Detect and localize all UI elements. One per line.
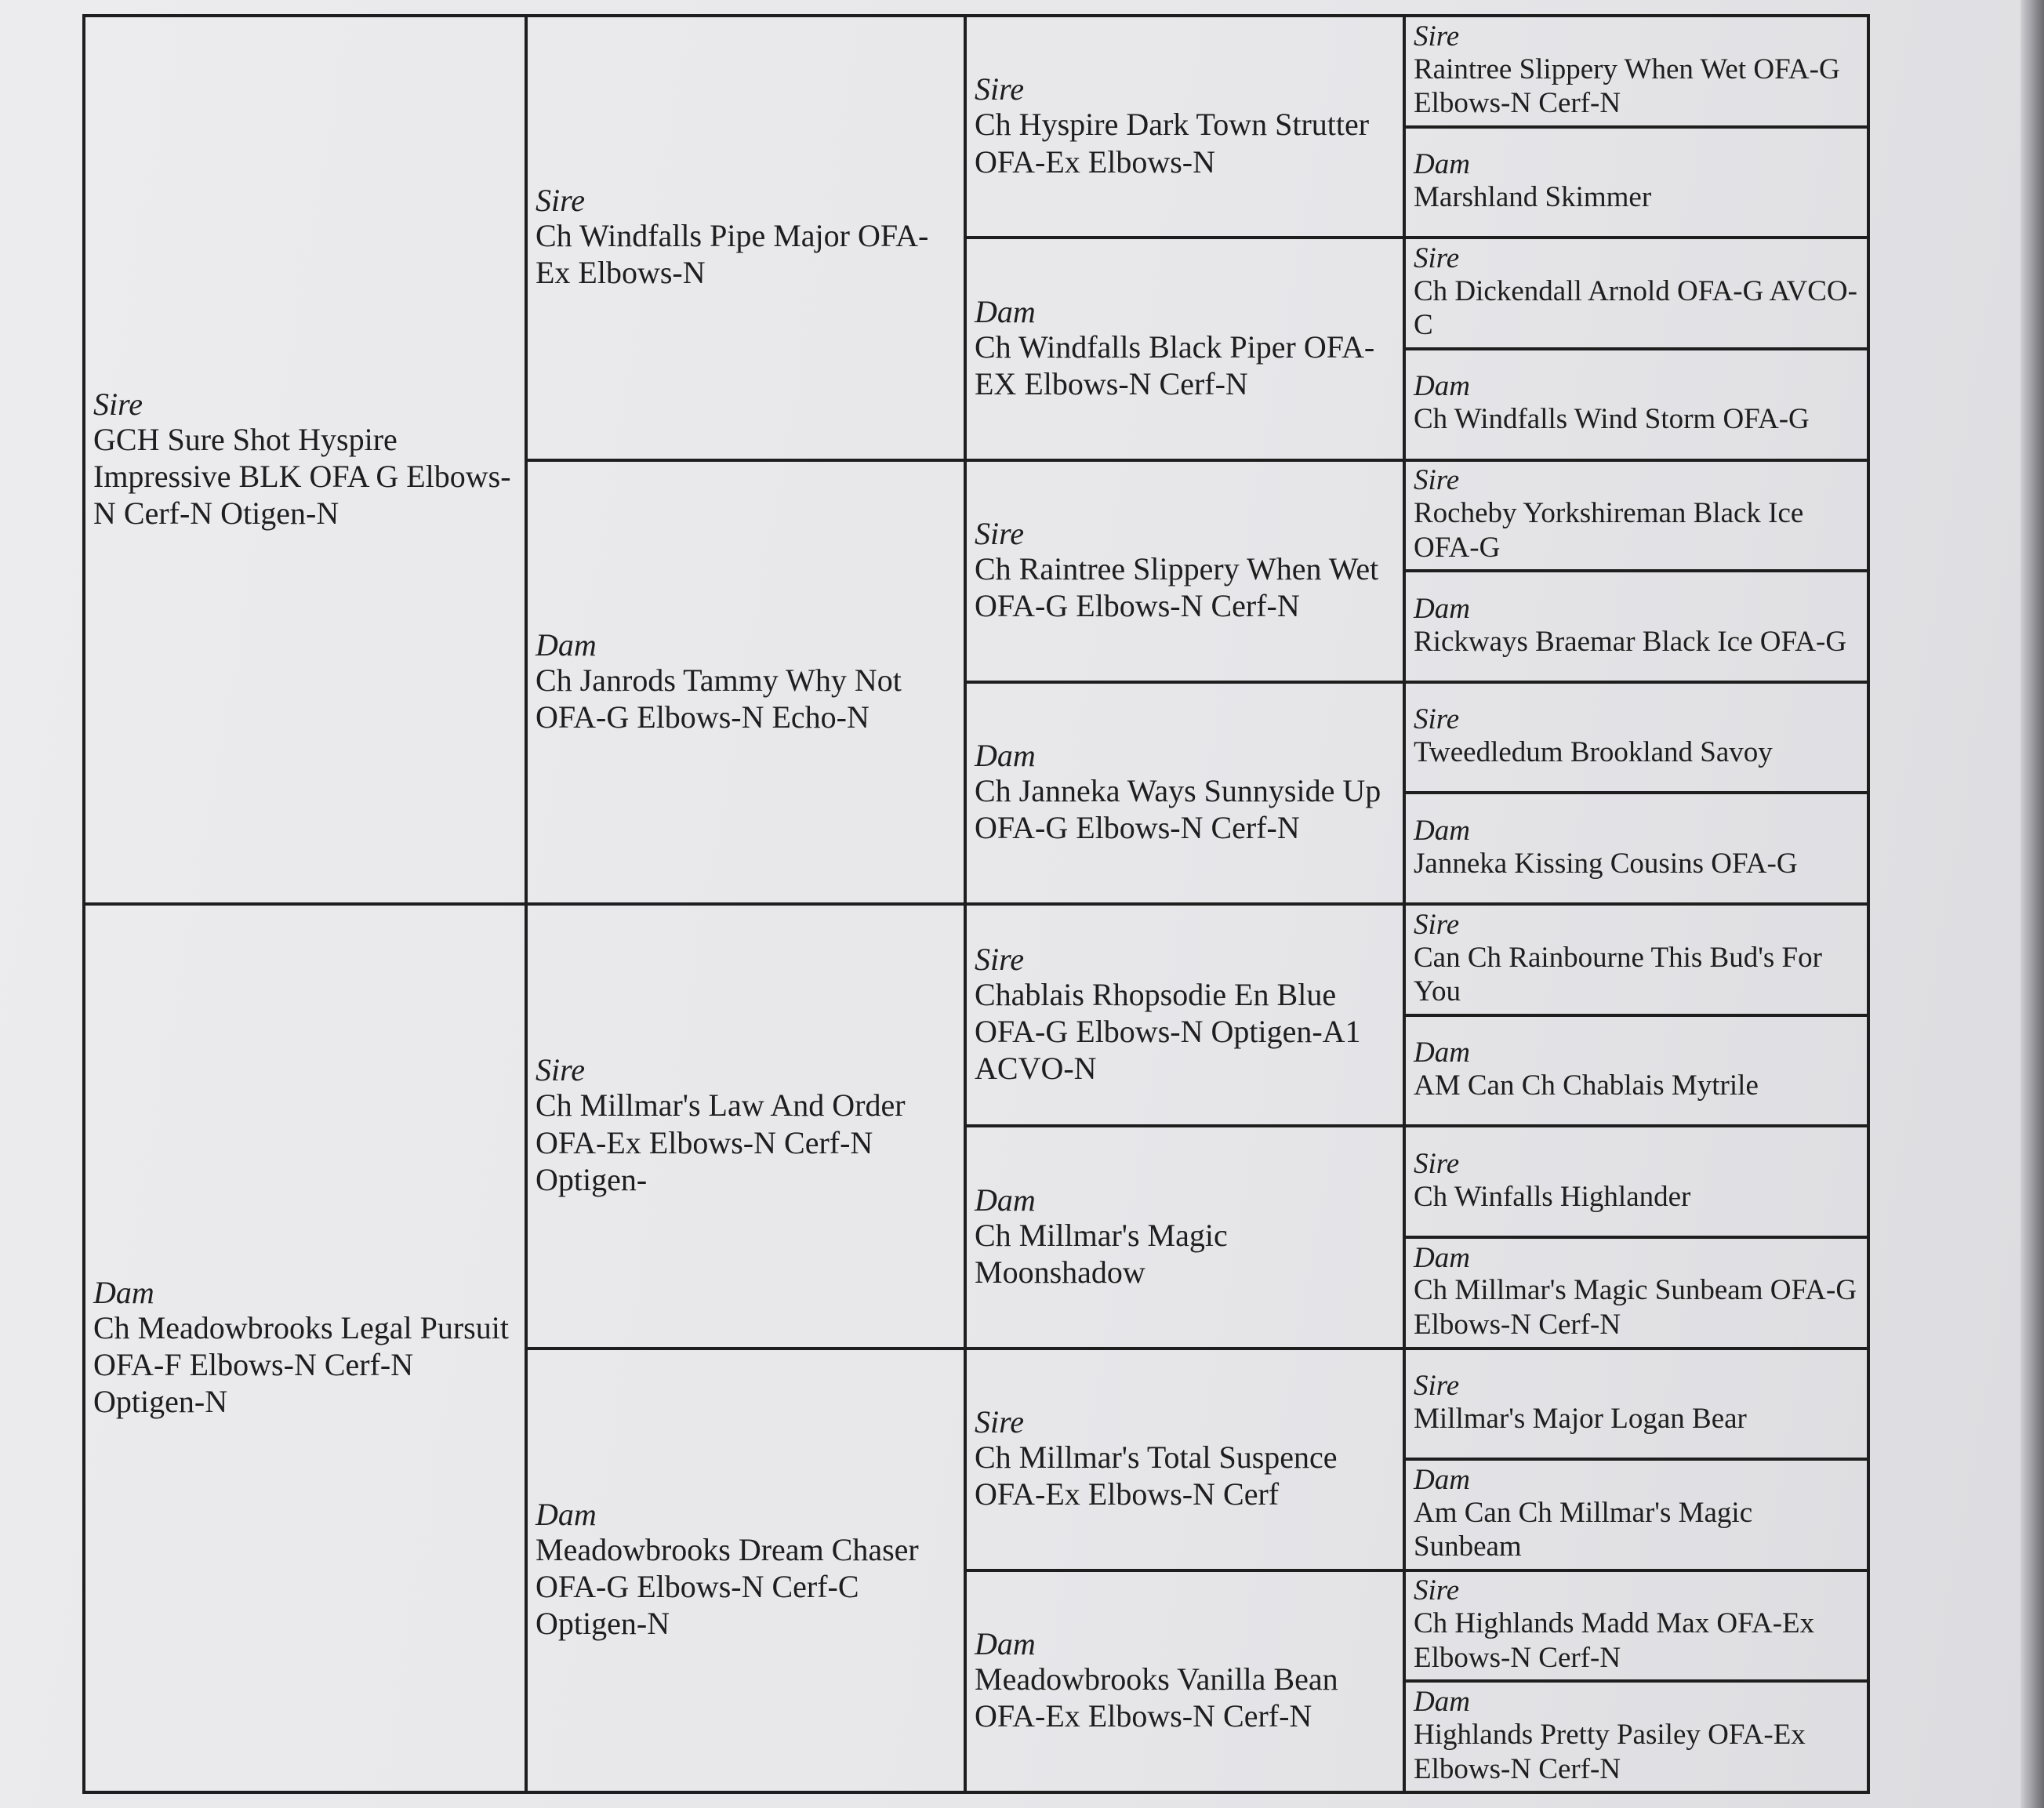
- parent-role-label: Dam: [1414, 592, 1470, 625]
- dog-name-titles: Highlands Pretty Pasiley OFA-Ex Elbows-N Cerf-N: [1414, 1718, 1806, 1785]
- dog-name-titles: Rocheby Yorkshireman Black Ice OFA-G: [1414, 497, 1804, 564]
- parent-role-label: Sire: [93, 386, 143, 422]
- pedigree-cell: [967, 236, 1403, 458]
- pedigree-chart: [82, 14, 1870, 1794]
- parent-role-label: Dam: [975, 1626, 1036, 1662]
- parent-role-label: Dam: [536, 626, 597, 663]
- dog-name-titles: Can Ch Rainbourne This Bud's For You: [1414, 941, 1822, 1008]
- paper-edge-shadow: [2020, 0, 2044, 1808]
- parent-role-label: Dam: [1414, 370, 1470, 403]
- parent-role-label: Sire: [536, 183, 585, 219]
- parent-role-label: Sire: [1414, 241, 1460, 274]
- parent-role-label: Dam: [1414, 1241, 1470, 1274]
- pedigree-cell: [1406, 1236, 1867, 1347]
- parent-role-label: Sire: [1414, 20, 1460, 53]
- parent-role-label: Sire: [975, 941, 1024, 977]
- pedigree-cell: [1406, 1347, 1867, 1458]
- pedigree-cell: [1406, 236, 1867, 347]
- parent-role-label: Dam: [1414, 1037, 1470, 1069]
- pedigree-cell: [1406, 681, 1867, 792]
- pedigree-cell: [528, 459, 964, 903]
- parent-role-label: Sire: [536, 1052, 585, 1088]
- parent-role-label: Sire: [975, 71, 1024, 107]
- parent-role-label: Dam: [975, 1182, 1036, 1218]
- dog-name-titles: Ch Janrods Tammy Why Not OFA-G Elbows-N Echo-N: [536, 662, 902, 735]
- generation-column-parents: [85, 17, 525, 1791]
- generation-column-great-great-grandparents: [1403, 17, 1867, 1791]
- pedigree-cell: [967, 17, 1403, 236]
- dog-name-titles: Raintree Slippery When Wet OFA-G Elbows-N Cerf-N: [1414, 53, 1840, 120]
- dog-name-titles: Ch Meadowbrooks Legal Pursuit OFA-F Elbows-N Cerf-N Optigen-N: [93, 1309, 509, 1420]
- generation-column-grandparents: [525, 17, 964, 1791]
- dog-name-titles: Ch Raintree Slippery When Wet OFA-G Elbows-N Cerf-N: [975, 550, 1379, 624]
- dog-name-titles: AM Can Ch Chablais Mytrile: [1414, 1069, 1759, 1102]
- pedigree-cell: [1406, 17, 1867, 125]
- pedigree-cell: [1406, 902, 1867, 1014]
- dog-name-titles: Ch Windfalls Wind Storm OFA-G: [1414, 403, 1810, 436]
- parent-role-label: Dam: [1414, 1463, 1470, 1496]
- pedigree-cell: [1406, 1014, 1867, 1125]
- pedigree-cell: [967, 1569, 1403, 1791]
- parent-role-label: Sire: [1414, 908, 1460, 941]
- dog-name-titles: Ch Windfalls Black Piper OFA-EX Elbows-N Cerf-N: [975, 329, 1375, 401]
- parent-role-label: Dam: [93, 1274, 154, 1310]
- pedigree-cell: [85, 17, 525, 902]
- parent-role-label: Dam: [975, 738, 1036, 774]
- pedigree-cell: [967, 459, 1403, 681]
- pedigree-cell: [967, 1347, 1403, 1569]
- dog-name-titles: Ch Hyspire Dark Town Strutter OFA-Ex Elbows-N: [975, 107, 1370, 180]
- parent-role-label: Dam: [1414, 148, 1470, 181]
- dog-name-titles: Rickways Braemar Black Ice OFA-G: [1414, 625, 1847, 658]
- pedigree-cell: [85, 902, 525, 1791]
- dog-name-titles: Ch Millmar's Magic Moonshadow: [975, 1217, 1228, 1290]
- pedigree-cell: [1406, 347, 1867, 459]
- pedigree-cell: [1406, 1124, 1867, 1236]
- pedigree-cell: [967, 681, 1403, 902]
- dog-name-titles: Am Can Ch Millmar's Magic Sunbeam: [1414, 1496, 1753, 1563]
- dog-name-titles: Ch Dickendall Arnold OFA-G AVCO-C: [1414, 274, 1857, 342]
- parent-role-label: Sire: [1414, 464, 1460, 497]
- pedigree-cell: [1406, 569, 1867, 681]
- dog-name-titles: Millmar's Major Logan Bear: [1414, 1402, 1747, 1435]
- dog-name-titles: Ch Millmar's Total Suspence OFA-Ex Elbows-N Cerf: [975, 1439, 1338, 1512]
- dog-name-titles: Ch Millmar's Magic Sunbeam OFA-G Elbows-N Cerf-N: [1414, 1274, 1857, 1341]
- parent-role-label: Sire: [1414, 1370, 1460, 1403]
- dog-name-titles: Ch Highlands Madd Max OFA-Ex Elbows-N Cerf-N: [1414, 1607, 1815, 1674]
- pedigree-cell: [528, 1347, 964, 1792]
- parent-role-label: Dam: [1414, 1686, 1470, 1719]
- parent-role-label: Sire: [1414, 1574, 1460, 1607]
- dog-name-titles: Ch Janneka Ways Sunnyside Up OFA-G Elbows-N Cerf-N: [975, 773, 1381, 846]
- pedigree-cell: [967, 1124, 1403, 1346]
- dog-name-titles: Ch Winfalls Highlander: [1414, 1180, 1691, 1213]
- generation-column-great-grandparents: [964, 17, 1403, 1791]
- dog-name-titles: Janneka Kissing Cousins OFA-G: [1414, 847, 1798, 880]
- dog-name-titles: Marshland Skimmer: [1414, 181, 1652, 214]
- pedigree-cell: [1406, 791, 1867, 902]
- dog-name-titles: Chablais Rhopsodie En Blue OFA-G Elbows-N Optigen-A1 ACVO-N: [975, 976, 1361, 1087]
- pedigree-cell: [528, 17, 964, 459]
- parent-role-label: Dam: [975, 293, 1036, 329]
- pedigree-cell: [1406, 125, 1867, 237]
- dog-name-titles: Ch Windfalls Pipe Major OFA-Ex Elbows-N: [536, 218, 929, 291]
- parent-role-label: Sire: [975, 1403, 1024, 1440]
- pedigree-cell: [1406, 1458, 1867, 1569]
- dog-name-titles: Ch Millmar's Law And Order OFA-Ex Elbows-N Cerf-N Optigen-: [536, 1087, 906, 1197]
- dog-name-titles: GCH Sure Shot Hyspire Impressive BLK OFA G Elbows-N Cerf-N Otigen-N: [93, 421, 511, 532]
- pedigree-cell: [1406, 1569, 1867, 1680]
- parent-role-label: Sire: [975, 515, 1024, 551]
- pedigree-cell: [528, 902, 964, 1347]
- pedigree-cell: [1406, 1679, 1867, 1791]
- dog-name-titles: Tweedledum Brookland Savoy: [1414, 736, 1773, 769]
- parent-role-label: Sire: [1414, 703, 1460, 736]
- parent-role-label: Dam: [536, 1496, 597, 1532]
- dog-name-titles: Meadowbrooks Dream Chaser OFA-G Elbows-N Cerf-C Optigen-N: [536, 1531, 919, 1642]
- dog-name-titles: Meadowbrooks Vanilla Bean OFA-Ex Elbows-N Cerf-N: [975, 1661, 1338, 1734]
- parent-role-label: Dam: [1414, 814, 1470, 847]
- pedigree-cell: [1406, 459, 1867, 570]
- parent-role-label: Sire: [1414, 1147, 1460, 1180]
- pedigree-cell: [967, 902, 1403, 1124]
